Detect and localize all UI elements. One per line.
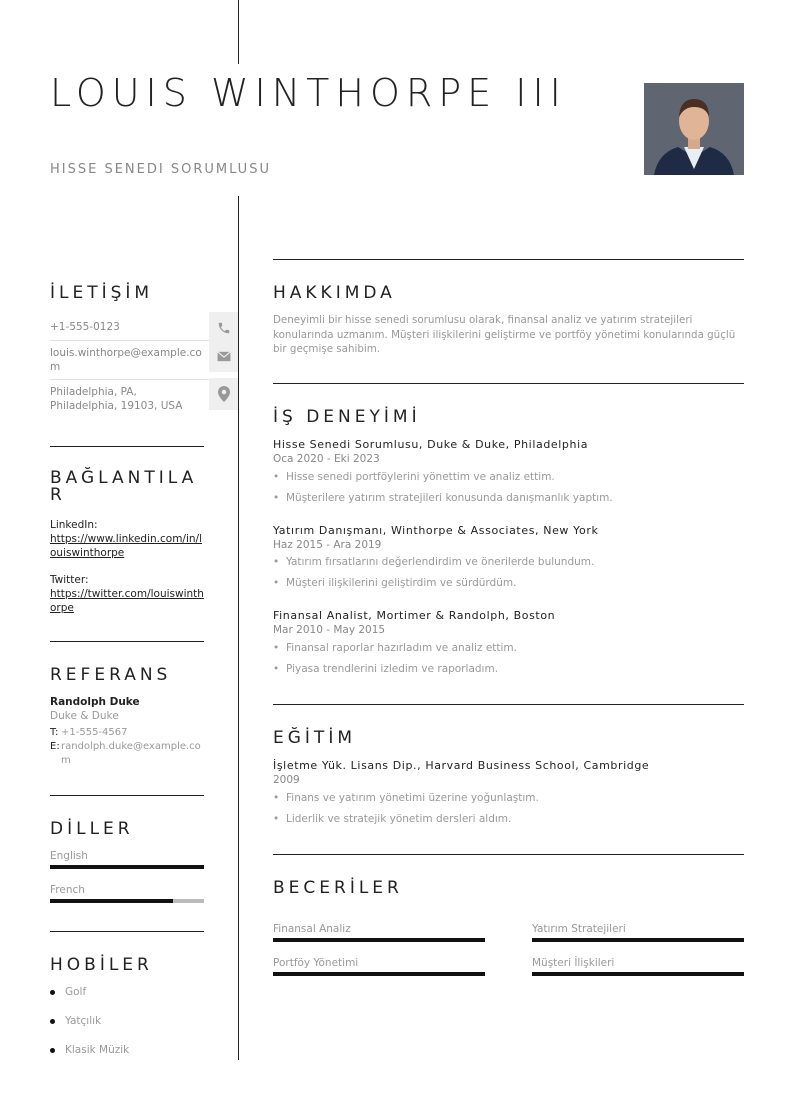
reference-phone-label: T: (50, 727, 59, 738)
reference-name: Randolph Duke (50, 696, 140, 708)
skill-name: Finansal Analiz (273, 923, 351, 935)
education-year: 2009 (273, 774, 300, 786)
linkedin-label: LinkedIn: (50, 519, 98, 531)
profile-photo (644, 83, 744, 175)
section-divider (50, 641, 204, 642)
job-bullet-text: Yatırım fırsatlarını değerlendirdim ve önerilerde bulundum. (286, 556, 595, 568)
skill-level-bar (532, 972, 744, 976)
language-level-bar (50, 899, 204, 903)
language-level-fill (50, 899, 173, 903)
education-bullet-text: Finans ve yatırım yönetimi üzerine yoğunlaştım. (286, 792, 539, 804)
skill-level-bar (273, 972, 485, 976)
section-divider (50, 446, 204, 447)
skill-level-fill (532, 972, 744, 976)
reference-email: randolph.duke@example.com (61, 741, 201, 766)
about-text: Deneyimli bir hisse senedi sorumlusu olarak, finansal analiz ve yatırım stratejileri konularında uzmanım. Müşteri ilişkilerini geliştirme ve portföy yönetimi konularında güçlü bir geçmişe sahibim. (273, 314, 736, 355)
skill-level-bar (532, 938, 744, 942)
location-pin-icon (209, 378, 238, 410)
job-dates: Haz 2015 - Ara 2019 (273, 539, 382, 551)
reference-company: Duke & Duke (50, 710, 119, 722)
envelope-icon (209, 340, 238, 372)
skill-name: Yatırım Stratejileri (532, 923, 626, 935)
contact-phone: +1-555-0123 (50, 321, 120, 333)
language-name: French (50, 884, 85, 896)
twitter-label: Twitter: (50, 574, 89, 586)
job-bullet-text: Müşteri ilişkilerini geliştirdim ve sürdürdüm. (286, 577, 517, 589)
skill-name: Müşteri İlişkileri (532, 957, 615, 969)
hobby-item (50, 1044, 129, 1056)
skill-level-fill (273, 938, 485, 942)
skill-level-bar (273, 938, 485, 942)
job-dates: Oca 2020 - Eki 2023 (273, 453, 380, 465)
education-bullet: • Finans ve yatırım yönetimi üzerine yoğunlaştım. (273, 792, 539, 804)
candidate-name: LOUIS WINTHORPE III (50, 71, 567, 115)
hobby-label: Klasik Müzik (65, 1044, 130, 1056)
section-divider (50, 795, 204, 796)
hobby-item (50, 1015, 101, 1027)
job-bullet-text: Piyasa trendlerini izledim ve raporladım. (286, 663, 499, 675)
section-divider (273, 259, 744, 260)
experience-heading: İŞ DENEYİMİ (273, 407, 421, 427)
skill-name: Portföy Yönetimi (273, 957, 359, 969)
language-name: English (50, 850, 88, 862)
bullet-dot-icon (50, 990, 55, 995)
references-heading: REFERANS (50, 665, 172, 685)
section-divider (50, 931, 204, 932)
job-title: Finansal Analist, Mortimer & Randolph, Boston (273, 609, 556, 622)
job-title: Yatırım Danışmanı, Winthorpe & Associates, New York (273, 524, 599, 537)
job-bullet: • Piyasa trendlerini izledim ve raporladım. (273, 663, 499, 675)
divider-vertical-main (238, 196, 239, 1060)
contact-address: Philadelphia, PA, Philadelphia, 19103, USA (50, 386, 183, 412)
twitter-link[interactable]: https://twitter.com/louiswinthorpe (50, 588, 204, 614)
job-bullet-text: Finansal raporlar hazırladım ve analiz ettim. (286, 642, 517, 654)
hobby-label: Yatçılık (65, 1015, 102, 1027)
job-bullet: • Yatırım fırsatlarını değerlendirdim ve önerilerde bulundum. (273, 556, 595, 568)
section-divider (273, 383, 744, 384)
contact-email: louis.winthorpe@example.com (50, 347, 202, 373)
job-bullet: • Finansal raporlar hazırladım ve analiz ettim. (273, 642, 517, 654)
candidate-title: HISSE SENEDI SORUMLUSU (50, 162, 271, 177)
section-divider (273, 854, 744, 855)
job-bullet-text: Hisse senedi portföylerini yönettim ve analiz ettim. (286, 471, 555, 483)
reference-phone: +1-555-4567 (61, 727, 128, 738)
section-divider (273, 704, 744, 705)
hobby-label: Golf (65, 986, 87, 998)
reference-email-label: E: (50, 741, 60, 752)
skills-heading: BECERİLER (273, 878, 403, 898)
skill-level-fill (273, 972, 485, 976)
skill-level-fill (532, 938, 744, 942)
bullet-dot-icon (50, 1048, 55, 1053)
bullet-dot-icon (50, 1019, 55, 1024)
education-degree: İşletme Yük. Lisans Dip., Harvard Business School, Cambridge (273, 759, 650, 772)
job-title: Hisse Senedi Sorumlusu, Duke & Duke, Philadelphia (273, 438, 589, 451)
hobbies-heading: HOBİLER (50, 955, 153, 975)
contact-divider (50, 340, 210, 341)
education-bullet-text: Liderlik ve stratejik yönetim dersleri aldım. (286, 813, 512, 825)
job-bullet: • Hisse senedi portföylerini yönettim ve analiz ettim. (273, 471, 555, 483)
language-level-fill (50, 865, 204, 869)
language-level-bar (50, 865, 204, 869)
contact-divider (50, 379, 210, 380)
education-bullet: • Liderlik ve stratejik yönetim dersleri aldım. (273, 813, 512, 825)
divider-vertical-top (238, 0, 239, 64)
links-heading: BAĞLANTILAR (50, 468, 198, 505)
languages-heading: DİLLER (50, 819, 134, 839)
about-heading: HAKKIMDA (273, 283, 396, 303)
contact-heading: İLETİŞİM (50, 283, 154, 303)
hobby-item (50, 986, 86, 998)
linkedin-link[interactable]: https://www.linkedin.com/in/louiswinthorpe (50, 533, 202, 559)
education-heading: EĞİTİM (273, 728, 356, 748)
job-bullet-text: Müşterilere yatırım stratejileri konusunda danışmanlık yaptım. (286, 492, 613, 504)
job-bullet: • Müşteri ilişkilerini geliştirdim ve sürdürdüm. (273, 577, 517, 589)
job-dates: Mar 2010 - May 2015 (273, 624, 386, 636)
job-bullet: • Müşterilere yatırım stratejileri konusunda danışmanlık yaptım. (273, 492, 613, 504)
